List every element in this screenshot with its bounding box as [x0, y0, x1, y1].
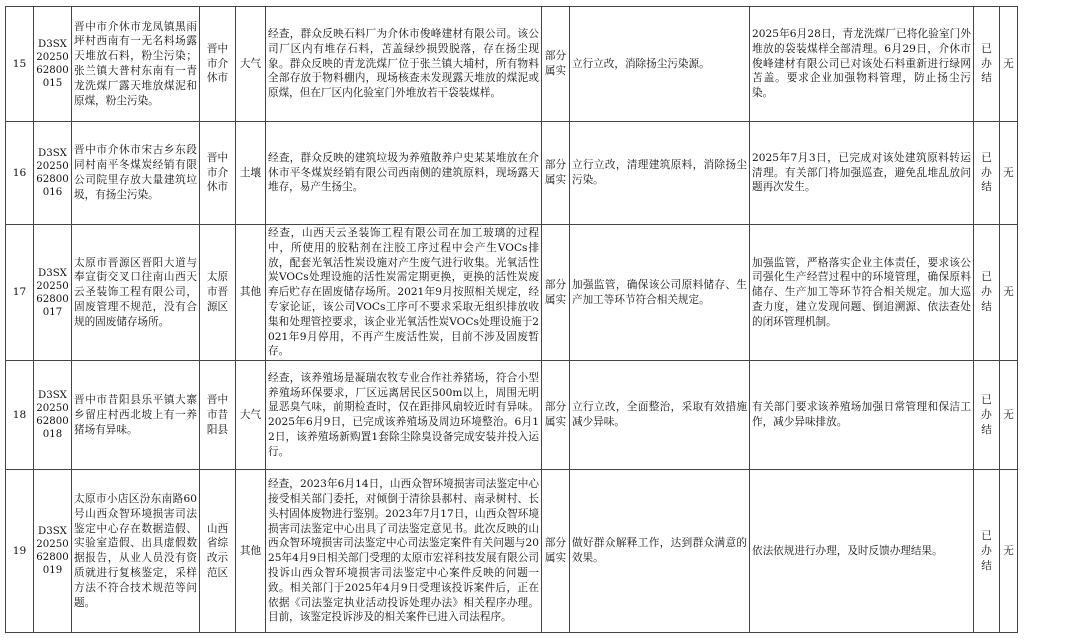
- pollution-type: 其他: [236, 225, 266, 361]
- status-badge: 已办结: [974, 122, 1000, 225]
- case-code: D3SX2025062800019: [34, 470, 72, 633]
- verification-result: 经查，山西天云圣装饰工程有限公司在加工玻璃的过程中，所使用的胶粘剂在注胶工序过程中会产生VOCs排放，配套光氧活性炭设施对产生废气进行收集。光氧活性炭VOCs处理设施的活性炭需定期更换，更换的活性炭废弃后贮存在固废储存场所。2021年9月按照相关规定，经专家论证，该公司VOCs工序可不要求采取无组织排放收集和处理管控要求，该企业光氧活性炭VOCs处理设施于2021年9月停用，不再产生废活性炭，目前不涉及固废暂存。: [266, 225, 542, 361]
- rectification-progress: 2025年7月3日，已完成对该处建筑原料转运清理。有关部门将加强巡查，避免乱堆乱放问题再次发生。: [750, 122, 974, 225]
- verification-result: 经查，该养殖场是凝瑞农牧专业合作社养猪场，符合小型养殖场环保要求，厂区远离居民区500m以上，周围无明显恶臭气味，前期检查时，仅在距排风扇较近时有异味。2025年6月9日，已完成该养殖场及周边环境整治。6月12日，该养殖场新购置1套除尘除臭设备完成安装并投入运行。: [266, 361, 542, 470]
- case-code: D3SX2025062800016: [34, 122, 72, 225]
- accountability: 无: [1000, 470, 1018, 633]
- is-true: 部分属实: [542, 122, 570, 225]
- table-row: [6, 470, 1018, 633]
- region: 晋中市介休市: [200, 7, 236, 122]
- rectification-measures: 立行立改，消除扬尘污染源。: [570, 7, 750, 122]
- is-true: 部分属实: [542, 225, 570, 361]
- complaint-content: 太原市晋源区晋阳大道与奉宣街交叉口往南山西天云圣装饰工程有限公司，固废管理不规范，没有合规的固废储存场所。: [72, 225, 200, 361]
- row-number: 16: [6, 122, 34, 225]
- complaint-content: 太原市小店区汾东南路60号山西众智环境损害司法鉴定中心存在数据造假、实验室造假、出具虚假数据报告，从业人员没有资质就进行复核鉴定，采样方法不符合技术规范等问题。: [72, 470, 200, 633]
- region: 太原市晋源区: [200, 225, 236, 361]
- region: 晋中市昔阳县: [200, 361, 236, 470]
- region: 晋中市介休市: [200, 122, 236, 225]
- case-code: D3SX2025062800018: [34, 361, 72, 470]
- complaint-table-page: [5, 6, 1018, 633]
- rectification-progress: 2025年6月28日，青龙洗煤厂已将化验室门外堆放的袋装煤样全部清理。6月29日，介休市俊峰建材有限公司已对该处石料重新进行绿网苫盖。要求企业加强物料管理，防止扬尘污染。: [750, 7, 974, 122]
- table-row: [6, 7, 1018, 122]
- is-true: 部分属实: [542, 361, 570, 470]
- pollution-type: 大气: [236, 7, 266, 122]
- case-code: D3SX2025062800017: [34, 225, 72, 361]
- rectification-measures: 加强监管，确保该公司原料储存、生产加工等环节符合相关规定。: [570, 225, 750, 361]
- case-code: D3SX2025062800015: [34, 7, 72, 122]
- rectification-progress: 有关部门要求该养殖场加强日常管理和保洁工作，减少异味排放。: [750, 361, 974, 470]
- complaint-content: 晋中市介休市龙凤镇黑雨坪村西南有一无名料场露天堆放石料，粉尘污染；张兰镇大普村东南有一青龙洗煤厂露天堆放煤泥和原煤，粉尘污染。: [72, 7, 200, 122]
- rectification-measures: 立行立改，清理建筑原料，消除扬尘污染。: [570, 122, 750, 225]
- table-row: [6, 122, 1018, 225]
- row-number: 15: [6, 7, 34, 122]
- is-true: 部分属实: [542, 470, 570, 633]
- complaint-content: 晋中市昔阳县乐平镇大寨乡留庄村西北坡上有一养猪场有异味。: [72, 361, 200, 470]
- accountability: 无: [1000, 122, 1018, 225]
- status-badge: 已办结: [974, 361, 1000, 470]
- rectification-measures: 立行立改，全面整治，采取有效措施减少异味。: [570, 361, 750, 470]
- rectification-progress: 加强监管，严格落实企业主体责任，要求该公司强化生产经营过程中的环境管理，确保原料储存、生产加工等环节符合相关规定。加大巡查力度，建立发现问题、倒追溯源、依法查处的闭环管理机制。: [750, 225, 974, 361]
- is-true: 部分属实: [542, 7, 570, 122]
- region: 山西省综改示范区: [200, 470, 236, 633]
- row-number: 19: [6, 470, 34, 633]
- pollution-type: 大气: [236, 361, 266, 470]
- table-row: [6, 361, 1018, 470]
- accountability: 无: [1000, 361, 1018, 470]
- pollution-type: 其他: [236, 470, 266, 633]
- rectification-progress: 依法依规进行办理，及时反馈办理结果。: [750, 470, 974, 633]
- status-badge: 已办结: [974, 470, 1000, 633]
- row-number: 17: [6, 225, 34, 361]
- verification-result: 经查，2023年6月14日，山西众智环境损害司法鉴定中心接受相关部门委托，对倾倒于清徐县郝村、南录树村、长头村固体废物进行鉴别。2023年7月17日，山西众智环境损害司法鉴定中心出具了司法鉴定意见书。此次反映的山西众智环境损害司法鉴定中心司法鉴定案件有关问题与2025年4月9日相关部门受理的太原市宏祥科技发展有限公司投诉山西众智环境损害司法鉴定中心案件反映的问题一致。相关部门于2025年4月9日受理该投诉案件后，正在依据《司法鉴定执业活动投诉处理办法》相关程序办理。目前，该鉴定投诉涉及的相关案件已进入司法程序。: [266, 470, 542, 633]
- verification-result: 经查，群众反映石料厂为介休市俊峰建材有限公司。该公司厂区内有堆存石料，苫盖绿纱损毁脱落，存在扬尘现象。群众反映的青龙洗煤厂位于张兰镇大埔村，所有物料全部存放于物料棚内，现场核查未发现露天堆放的煤泥或原煤，但在厂区内化验室门外堆放若干袋装煤样。: [266, 7, 542, 122]
- row-number: 18: [6, 361, 34, 470]
- table-row: [6, 225, 1018, 361]
- status-badge: 已办结: [974, 7, 1000, 122]
- verification-result: 经查，群众反映的建筑垃圾为养殖散养户史某某堆放在介休市平冬煤炭经销有限公司西南侧的建筑原料，现场露天堆存，易产生扬尘。: [266, 122, 542, 225]
- status-badge: 已办结: [974, 225, 1000, 361]
- complaint-table: [5, 6, 1018, 633]
- accountability: 无: [1000, 225, 1018, 361]
- complaint-content: 晋中市介休市宋古乡东段同村南平冬煤炭经销有限公司院里存放大量建筑垃圾，有扬尘污染。: [72, 122, 200, 225]
- accountability: 无: [1000, 7, 1018, 122]
- rectification-measures: 做好群众解释工作，达到群众满意的效果。: [570, 470, 750, 633]
- pollution-type: 土壤: [236, 122, 266, 225]
